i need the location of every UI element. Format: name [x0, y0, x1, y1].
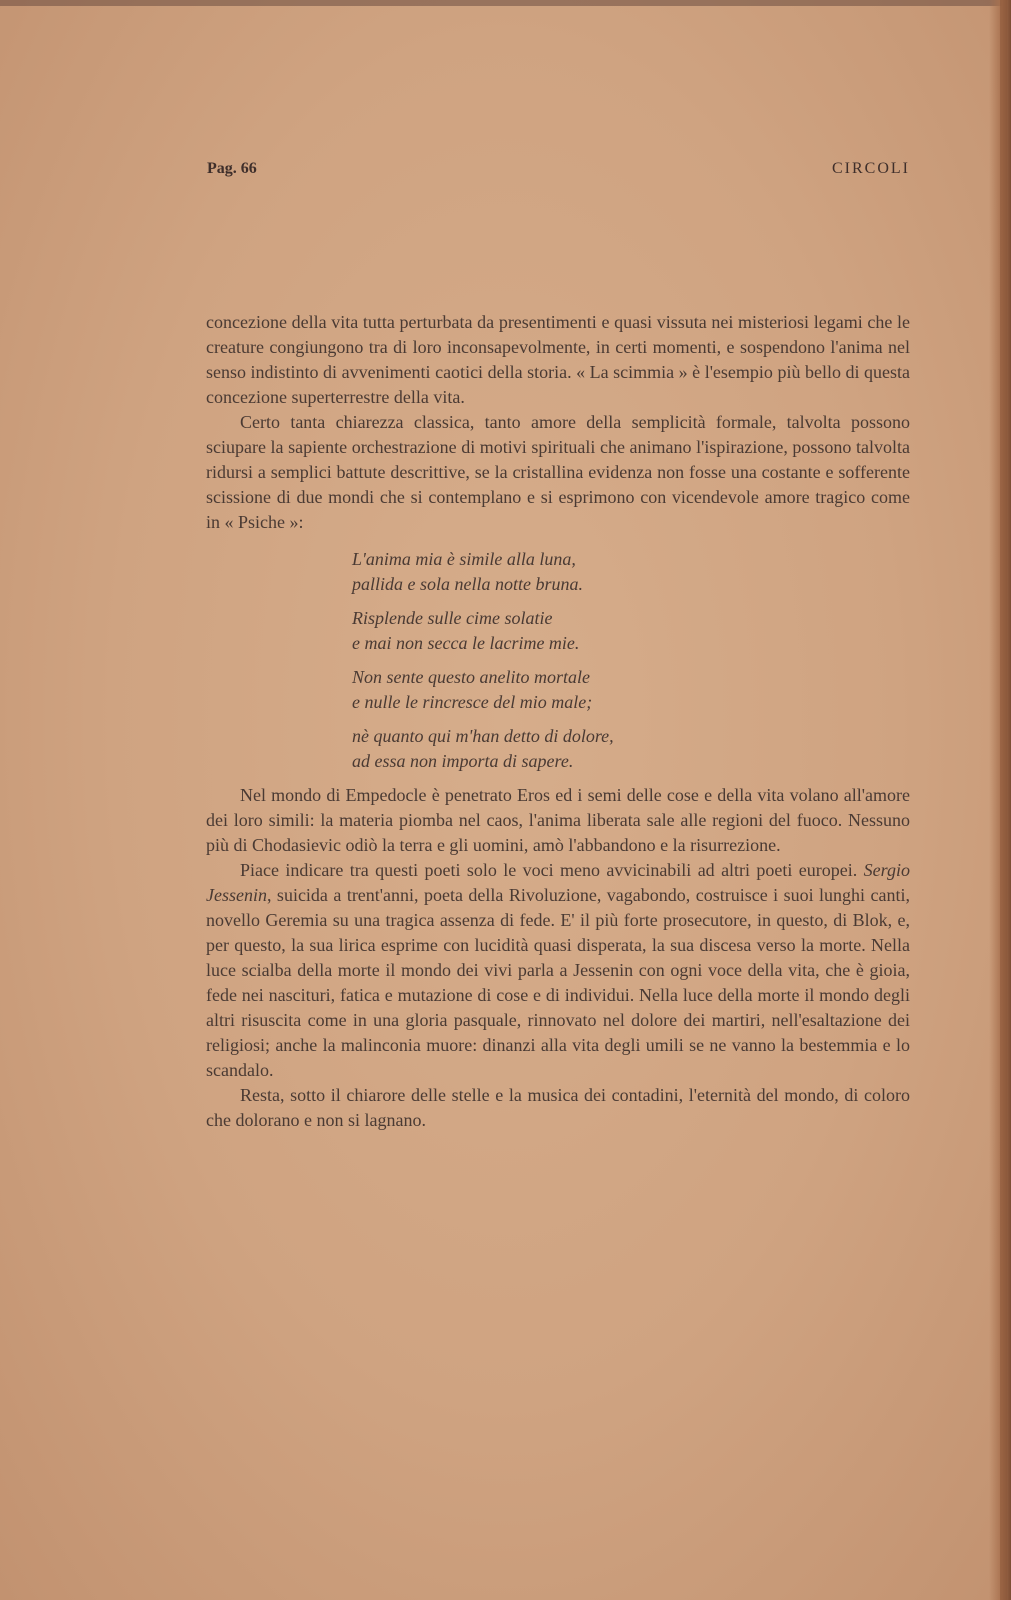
body-text: [206, 310, 910, 1133]
poem-line: nè quanto qui m'han detto di dolore,: [352, 726, 614, 746]
poet-name: Sergio Jessenin: [206, 860, 910, 905]
paragraph-jessenin: [206, 858, 910, 1083]
running-title: CIRCOLI: [832, 160, 910, 177]
poem-line: pallida e sola nella notte bruna.: [352, 574, 583, 594]
paragraph-closing: Resta, sotto il chiarore delle stelle e la musica dei contadini, l'eternità del mondo, di coloro che dolorano e non si lagnano.: [206, 1085, 910, 1130]
poem-psiche: [352, 547, 910, 774]
poem-line: e mai non secca le lacrime mie.: [352, 633, 580, 653]
poem-line: Risplende sulle cime solatie: [352, 608, 553, 628]
poem-stanza: [352, 547, 910, 597]
poem-line: ad essa non importa di sapere.: [352, 751, 574, 771]
poem-stanza: [352, 724, 910, 774]
poem-stanza: [352, 665, 910, 715]
paragraph-classicism: Certo tanta chiarezza classica, tanto amore della semplicità formale, talvolta possono sciupare la sapiente orchestrazione di motivi spirituali che animano l'ispirazione, possono talvolta ridursi a semplici battute descrittive, se la cristallina evidenza non fosse una costante e sofferente scissione di due mondi che si contemplano e si esprimono con vicendevole amore tragico come in « Psiche »:: [206, 412, 910, 532]
paragraph-jessenin-intro: Piace indicare tra questi poeti solo le voci meno avvicinabili ad altri poeti europei.: [240, 860, 864, 880]
paragraph-empedocle: Nel mondo di Empedocle è penetrato Eros ed i semi delle cose e della vita volano all'amore dei loro simili: la materia piomba nel caos, l'anima liberata sale alle regioni del fuoco. Nessuno più di Chodasievic odiò la terra e gli uomini, amò l'abbandono e la risurrezione.: [206, 785, 910, 855]
poem-stanza: [352, 606, 910, 656]
paragraph-jessenin-body: , suicida a trent'anni, poeta della Rivoluzione, vagabondo, costruisce i suoi lunghi canti, novello Geremia su una tragica assenza di fede. E' il più forte prosecutore, in questo, di Blok, e, per questo, la sua lirica esprime con lucidità quasi disperata, la sua discesa verso la morte. Nella luce scialba della morte il mondo dei vivi parla a Jessenin con ogni voce della vita, che è gioia, fede nei nascituri, fatica e mutazione di cose e di individui. Nella luce della morte il mondo degli altri risuscita come in una gloria pasquale, rinnovato nel dolore dei martiri, nell'esaltazione dei religiosi; anche la malinconia muore: dinanzi alla vita degli umili se ne vanno la bestemmia e lo scandalo.: [206, 885, 910, 1080]
poem-line: e nulle le rincresce del mio male;: [352, 692, 593, 712]
page-top-edge: [0, 0, 1011, 6]
paragraph-continuation: concezione della vita tutta perturbata da presentimenti e quasi vissuta nei misteriosi legami che le creature congiungono tra di loro inconsapevolmente, in certi momenti, e sospendono l'anima nel senso indistinto di avvenimenti caotici della storia. « La scimmia » è l'esempio più bello di questa concezione superterrestre della vita.: [206, 312, 910, 407]
poem-line: L'anima mia è simile alla luna,: [352, 549, 576, 569]
poem-line: Non sente questo anelito mortale: [352, 667, 590, 687]
page-number: Pag. 66: [207, 160, 257, 177]
binding-strip: [1000, 0, 1007, 1600]
